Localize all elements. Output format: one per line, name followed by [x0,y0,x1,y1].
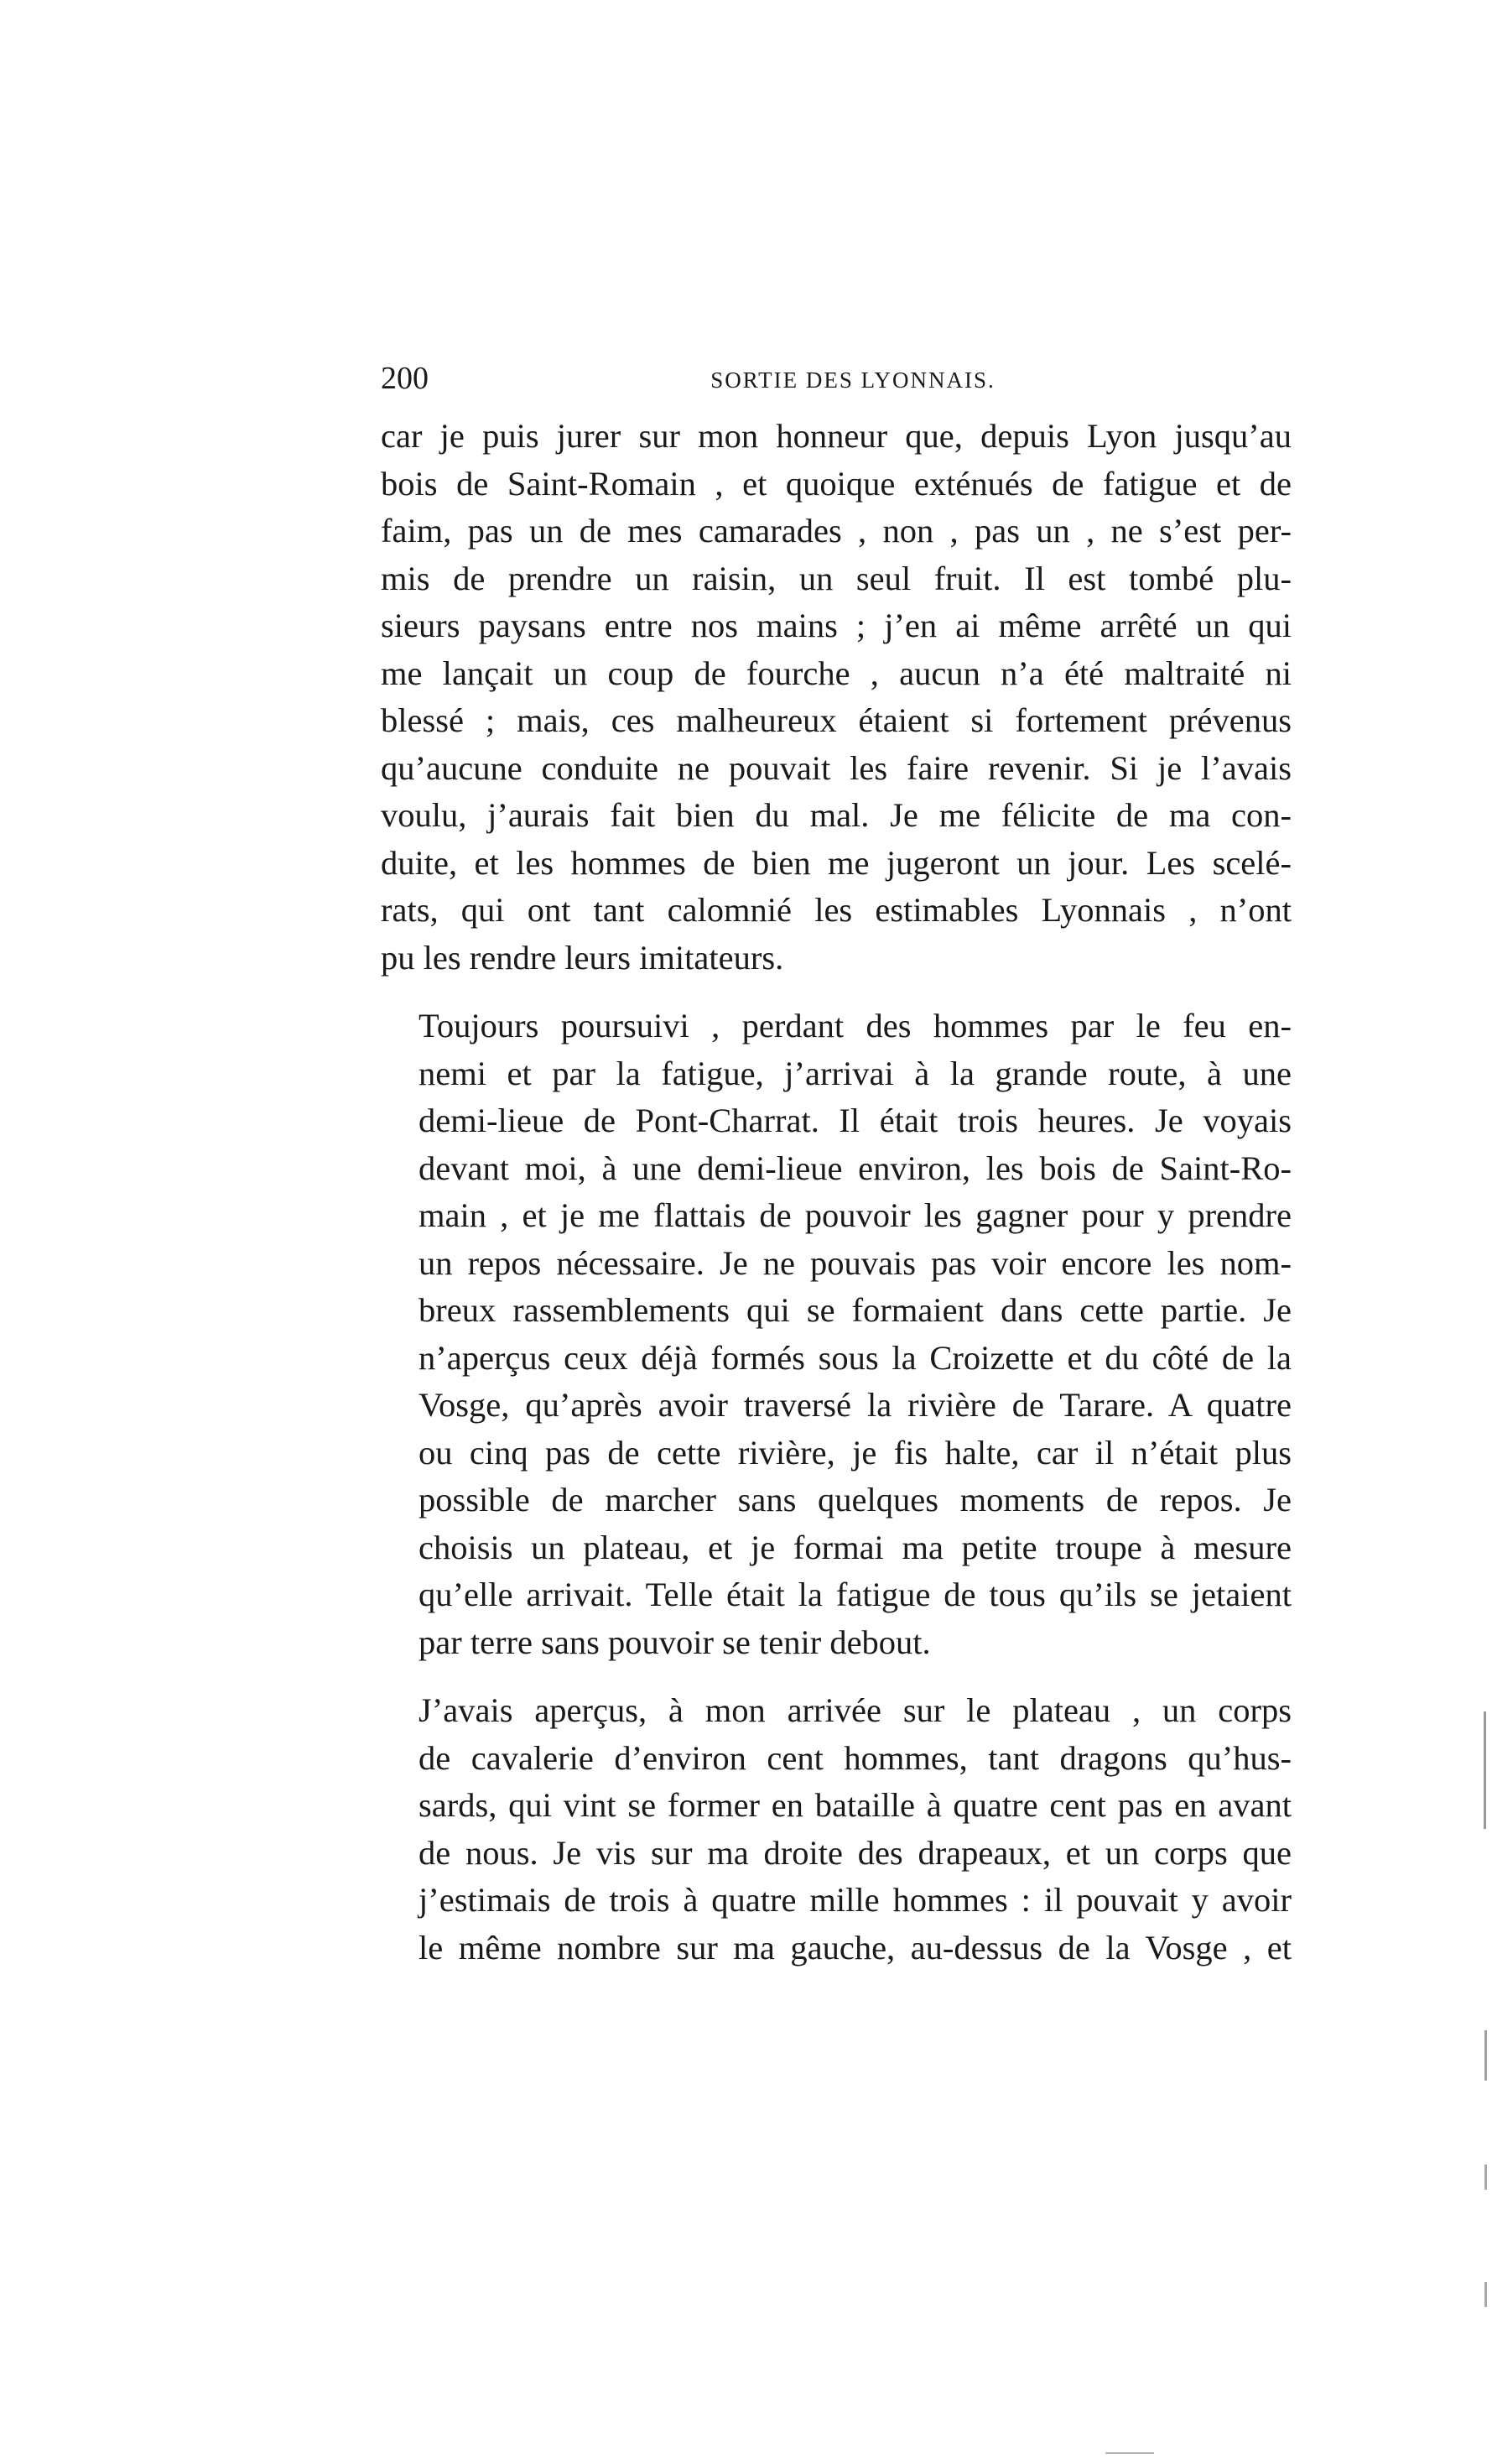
running-title: SORTIE DES LYONNAIS. [710,367,996,393]
paragraph-2 [381,1003,1292,1666]
text-line: de cavalerie d’environ cent hommes, tant dragons qu’hus- [418,1738,1292,1777]
scan-edge-mark [1484,2282,1487,2307]
text-line: pu les rendre leurs imitateurs. [381,938,784,977]
running-head [381,357,1292,399]
text-line: un repos nécessaire. Je ne pouvais pas voir encore les nom- [418,1243,1292,1282]
text-line: duite, et les hommes de bien me jugeront un jour. Les scelé- [381,843,1292,882]
text-line: qu’aucune conduite ne pouvait les faire revenir. Si je l’avais [381,748,1292,787]
text-line: possible de marcher sans quelques moments de repos. Je [418,1481,1292,1519]
scan-bottom-rule [1105,2452,1154,2454]
text-line: devant moi, à une demi-lieue environ, les bois de Saint-Ro- [418,1149,1292,1187]
text-line: nemi et par la fatigue, j’arrivai à la grande route, à une [418,1054,1292,1092]
body-text [381,413,1292,1972]
text-line: par terre sans pouvoir se tenir debout. [418,1623,931,1661]
text-line: me lançait un coup de fourche , aucun n’a été maltraité ni [381,654,1292,692]
text-line: qu’elle arrivait. Telle était la fatigue de tous qu’ils se jetaient [418,1576,1292,1613]
paragraph-3 [381,1687,1292,1972]
text-line: bois de Saint-Romain , et quoique exténués de fatigue et de [381,464,1292,503]
text-line: mis de prendre un raisin, un seul fruit. Il est tombé plu- [381,559,1292,597]
text-line: Vosge, qu’après avoir traversé la rivière de Tarare. A quatre [418,1386,1292,1424]
text-line: main , et je me flattais de pouvoir les gagner pour y prendre [418,1196,1292,1234]
text-line: sieurs paysans entre nos mains ; j’en ai même arrêté un qui [381,607,1292,644]
text-line: voulu, j’aurais fait bien du mal. Je me félicite de ma con- [381,796,1292,834]
text-line: faim, pas un de mes camarades , non , pas un , ne s’est per- [381,512,1292,550]
text-line: Toujours poursuivi , perdant des hommes par le feu en- [418,1007,1292,1044]
text-line: le même nombre sur ma gauche, au-dessus de la Vosge , et [418,1928,1292,1967]
scan-edge-mark [1484,2164,1487,2190]
paragraph-1 [381,413,1292,982]
text-line: ou cinq pas de cette rivière, je fis halte, car il n’était plus [418,1433,1292,1472]
scan-edge-mark [1484,2030,1487,2081]
text-line: J’avais aperçus, à mon arrivée sur le plateau , un corps [418,1691,1292,1729]
text-line: rats, qui ont tant calomnié les estimables Lyonnais , n’ont [381,891,1292,929]
text-line: n’aperçus ceux déjà formés sous la Croizette et du côté de la [418,1338,1292,1377]
text-line: choisis un plateau, et je formai ma petite troupe à mesure [418,1528,1292,1566]
text-line: car je puis jurer sur mon honneur que, depuis Lyon jusqu’au [381,417,1292,455]
text-line: j’estimais de trois à quatre mille hommes : il pouvait y avoir [418,1881,1292,1919]
page-number: 200 [381,361,429,396]
text-line: demi-lieue de Pont-Charrat. Il était trois heures. Je voyais [418,1102,1292,1139]
text-line: breux rassemblements qui se formaient dans cette partie. Je [418,1291,1292,1329]
text-line: de nous. Je vis sur ma droite des drapeaux, et un corps que [418,1833,1292,1872]
text-line: sards, qui vint se former en bataille à quatre cent pas en avant [418,1786,1292,1824]
scan-edge-mark [1484,1711,1486,1829]
text-line: blessé ; mais, ces malheureux étaient si fortement prévenus [381,701,1292,739]
